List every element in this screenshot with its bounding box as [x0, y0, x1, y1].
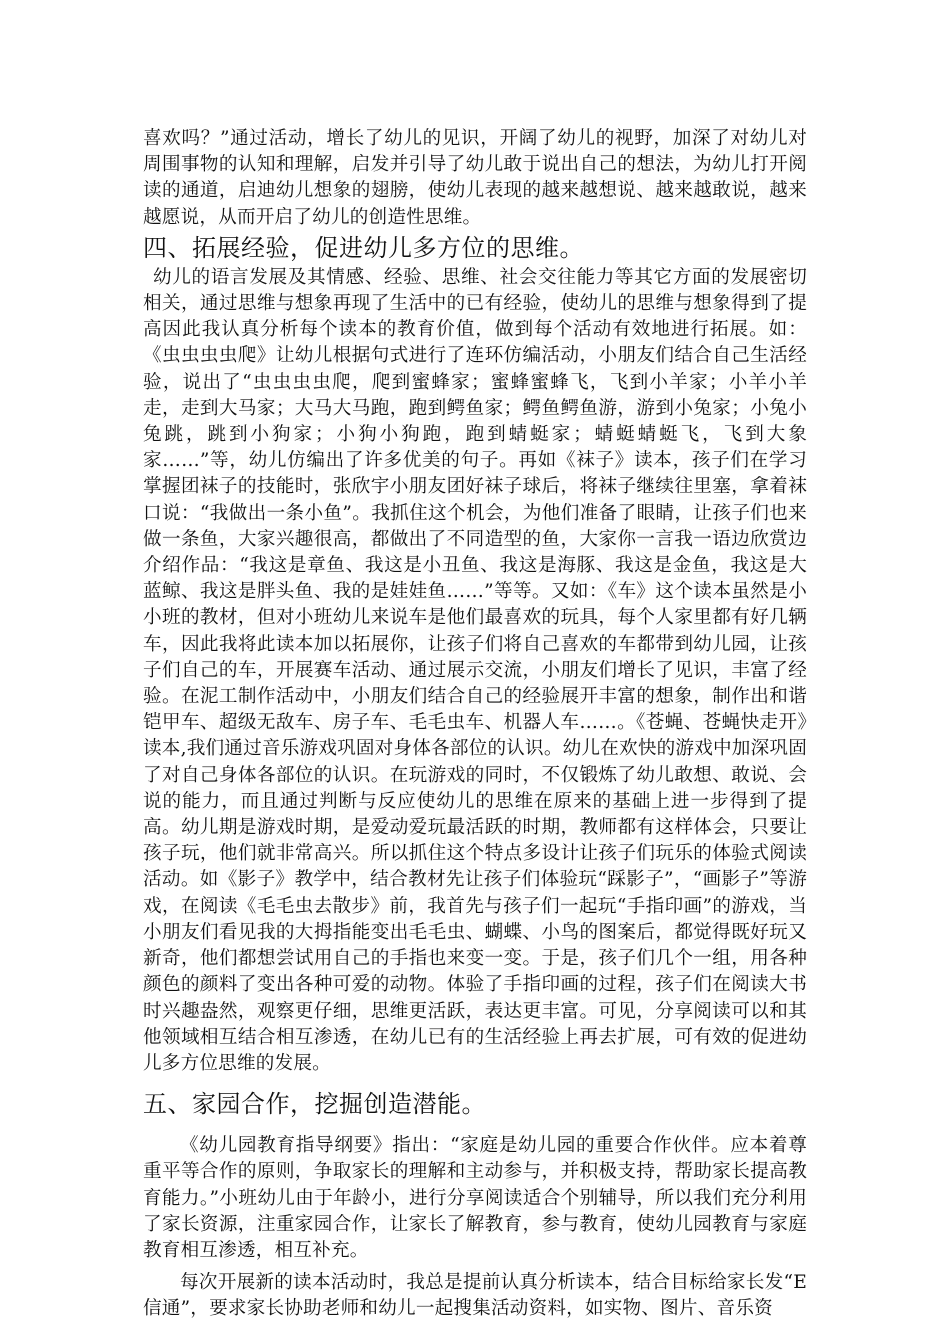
paragraph-guideline-quote: 《幼儿园教育指导纲要》指出：“家庭是幼儿园的重要合作伙伴。应本着尊重平等合作的原则，争取家长的理解和主动参与，并积极支持，帮助家长提高教育能力。”小班幼儿由于年龄小，进行分享阅读适合个别辅导，所以我们充分利用了家长资源，注重家园合作，让家长了解教育，参与教育，使幼儿园教育与家庭教育相互渗透，相互补充。: [143, 1135, 807, 1261]
paragraph-expand-experience: 幼儿的语言发展及其情感、经验、思维、社会交往能力等其它方面的发展密切相关，通过思维与想象再现了生活中的已有经验，使幼儿的思维与想象得到了提高因此我认真分析每个读本的教育价值，做到每个活动有效地进行拓展。如：《虫虫虫虫爬》让幼儿根据句式进行了连环仿编活动，小朋友们结合自己生活经验，说出了“虫虫虫虫爬，爬到蜜蜂家；蜜蜂蜜蜂飞，飞到小羊家；小羊小羊走，走到大马家；大马大马跑，跑到鳄鱼家；鳄鱼鳄鱼游，游到小兔家；小兔小兔跳，跳到小狗家；小狗小狗跑，跑到蜻蜓家；蜻蜓蜻蜓飞，飞到大象家……”等，幼儿仿编出了许多优美的句子。再如《袜子》读本，孩子们在学习掌握团袜子的技能时，张欣宇小朋友团好袜子球后，将袜子继续往里塞，拿着袜口说：“我做出一条小鱼”。我抓住这个机会，为他们准备了眼睛，让孩子们也来做一条鱼，大家兴趣很高，都做出了不同造型的鱼，大家你一言我一语边欣赏边介绍作品：“我这是章鱼、我这是小丑鱼、我这是海豚、我这是金鱼，我这是大蓝鲸、我这是胖头鱼、我的是娃娃鱼……”等等。又如：《车》这个读本虽然是小小班的教材，但对小班幼儿来说车是他们最喜欢的玩具，每个人家里都有好几辆车，因此我将此读本加以拓展你，让孩子们将自己喜欢的车都带到幼儿园，让孩子们自己的车，开展赛车活动、通过展示交流，小朋友们增长了见识，丰富了经验。在泥工制作活动中，小朋友们结合自己的经验展开丰富的想象，制作出和谐铠甲车、超级无敌车、房子车、毛毛虫车、机器人车……。《苍蝇、苍蝇快走开》读本,我们通过音乐游戏巩固对身体各部位的认识。幼儿在欢快的游戏中加深巩固了对自己身体各部位的认识。在玩游戏的同时，不仅锻炼了幼儿敢想、敢说、会说的能力，而且通过判断与反应使幼儿的思维在原来的基础上进一步得到了提高。幼儿期是游戏时期，是爱动爱玩最活跃的时期，教师都有这样体会，只要让孩子玩，他们就非常高兴。所以抓住这个特点多设计让孩子们玩乐的体验式阅读活动。如《影子》教学中，结合教材先让孩子们体验玩“踩影子”，“画影子”等游戏，在阅读《毛毛虫去散步》前，我首先与孩子们一起玩“手指印画”的游戏，当小朋友们看见我的大拇指能变出毛毛虫、蝴蝶、小鸟的图案后，都觉得既好玩又新奇，他们都想尝试用自己的手指也来变一变。于是，孩子们几个一组，用各种颜色的颜料了变出各种可爱的动物。体验了手指印画的过程，孩子们在阅读大书时兴趣盎然，观察更仔细，思维更活跃，表达更丰富。可见，分享阅读可以和其他领域相互结合相互渗透，在幼儿已有的生活经验上再去扩展，可有效的促进幼儿多方位思维的发展。: [143, 266, 807, 1074]
section-heading-four: 四、拓展经验，促进幼儿多方位的思维。: [143, 233, 584, 262]
page-content: [143, 126, 807, 1323]
paragraph-new-reading-activity: 每次开展新的读本活动时，我总是提前认真分析读本，结合目标给家长发“E信通”，要求家长协助老师和幼儿一起搜集活动资料，如实物、图片、音乐资: [143, 1272, 807, 1320]
paragraph-creative-thinking: 喜欢吗？”通过活动，增长了幼儿的见识，开阔了幼儿的视野，加深了对幼儿对周围事物的认知和理解，启发并引导了幼儿敢于说出自己的想法，为幼儿打开阅读的通道，启迪幼儿想象的翅膀，使幼儿表现的越来越想说、越来越敢说，越来越愿说，从而开启了幼儿的创造性思维。: [143, 128, 807, 228]
section-heading-five: 五、家园合作，挖掘创造潜能。: [143, 1090, 486, 1119]
